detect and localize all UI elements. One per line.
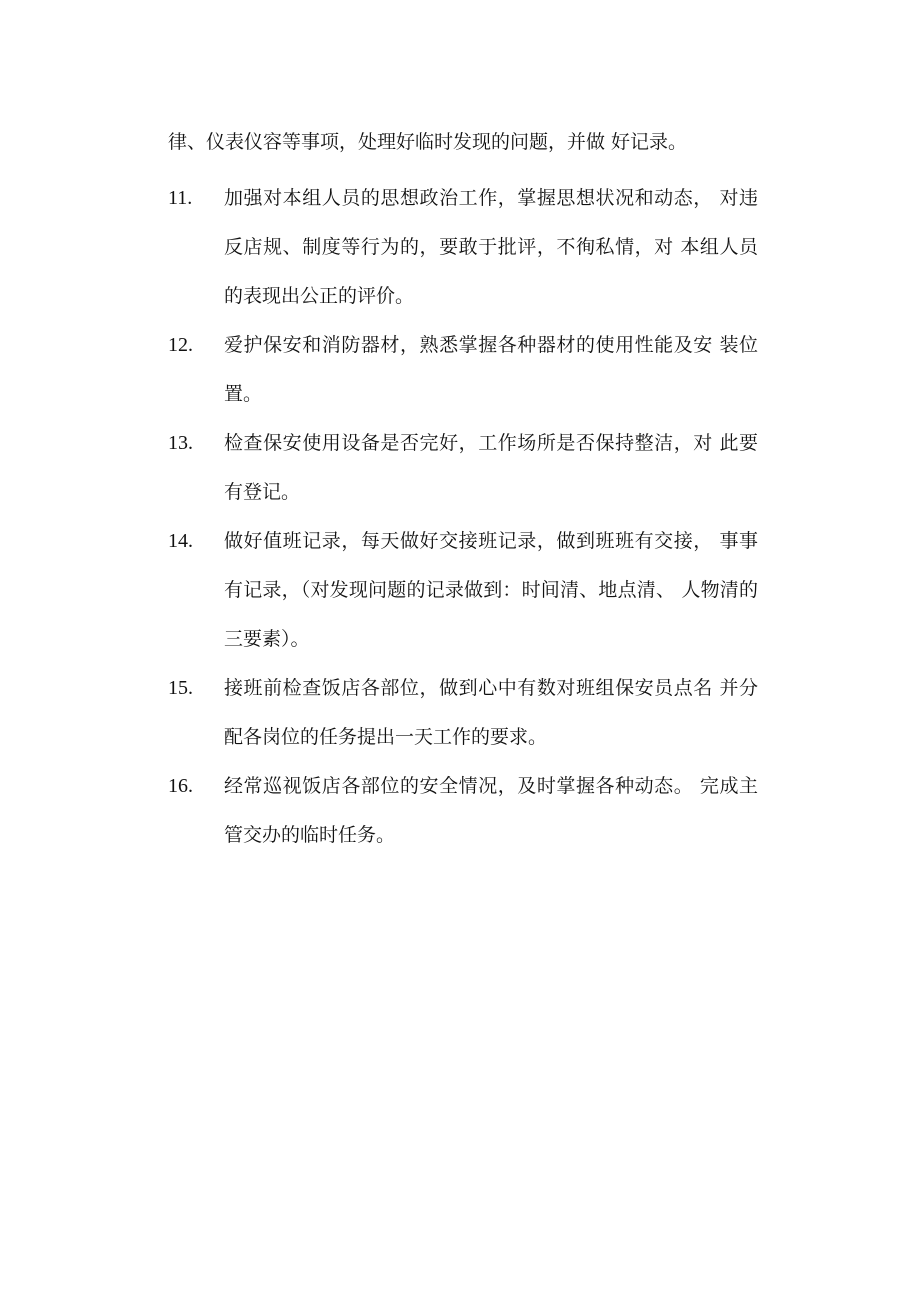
list-item xyxy=(168,664,758,762)
list-item xyxy=(168,419,758,517)
list-item-number: 12. xyxy=(168,334,193,356)
list-item-text: 做好值班记录，每天做好交接班记录，做到班班有交接， 事事有记录，（对发现问题的记录做到：时间清、地点清、 人物清的三要素）。 xyxy=(224,530,758,650)
list-item xyxy=(168,321,758,419)
list-item-text: 接班前检查饭店各部位，做到心中有数对班组保安员点名 并分配各岗位的任务提出一天工作的要求。 xyxy=(224,677,758,748)
list-item-text: 经常巡视饭店各部位的安全情况，及时掌握各种动态。 完成主管交办的临时任务。 xyxy=(224,775,758,846)
list-item-text: 检查保安使用设备是否完好，工作场所是否保持整洁，对 此要有登记。 xyxy=(224,432,758,503)
continuation-paragraph: 律、仪表仪容等事项，处理好临时发现的问题，并做 好记录。 xyxy=(168,131,688,153)
list-item-text: 爱护保安和消防器材，熟悉掌握各种器材的使用性能及安 装位置。 xyxy=(224,334,758,405)
list-item-number: 15. xyxy=(168,677,193,699)
list-item xyxy=(168,517,758,664)
list-item-text: 加强对本组人员的思想政治工作，掌握思想状况和动态， 对违反店规、制度等行为的，要敢于批评，不徇私情，对 本组人员的表现出公正的评价。 xyxy=(224,187,758,307)
list-item xyxy=(168,762,758,860)
numbered-list xyxy=(168,174,758,860)
list-item-number: 14. xyxy=(168,530,193,552)
list-item-number: 11. xyxy=(168,187,193,209)
list-item-number: 13. xyxy=(168,432,193,454)
list-item-number: 16. xyxy=(168,775,193,797)
list-item xyxy=(168,174,758,321)
